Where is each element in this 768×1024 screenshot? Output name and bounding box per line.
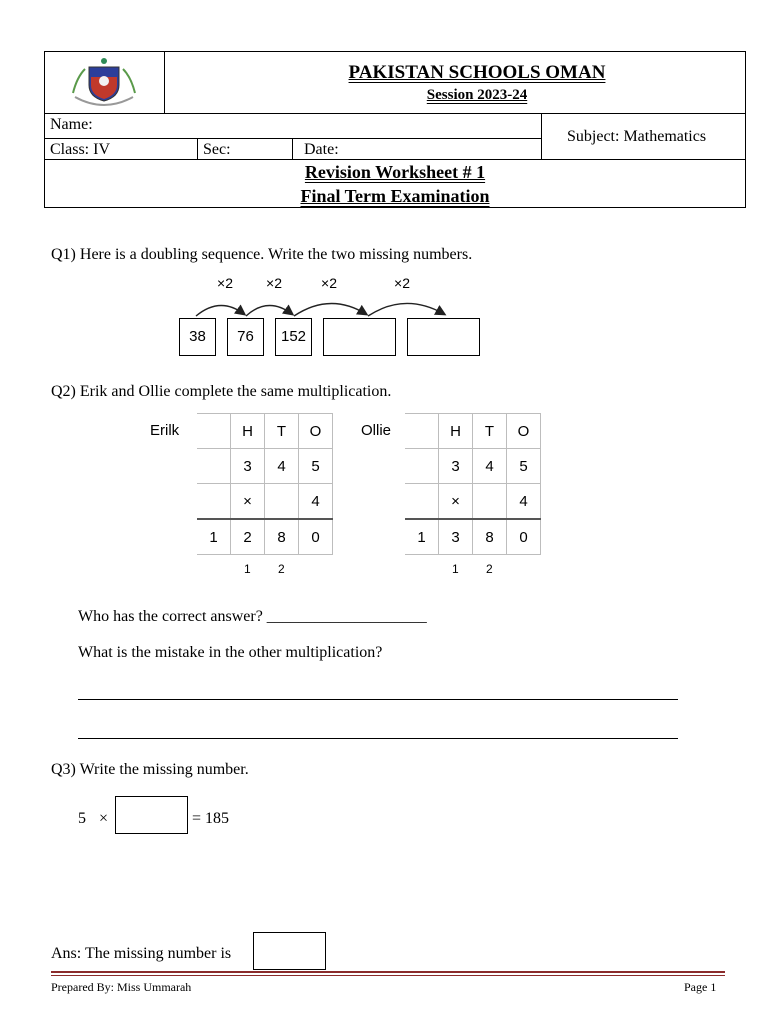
missing-number-box-2[interactable] <box>407 318 480 356</box>
erik-name: Erilk <box>150 422 180 439</box>
name-field-label: Name: <box>50 116 93 133</box>
footer-rule <box>51 971 725 973</box>
ollie-multiplication-grid <box>405 413 541 555</box>
grid-cell: 8 <box>473 519 507 555</box>
multiplier-label: ×2 <box>217 275 233 291</box>
grid-cell <box>405 414 439 449</box>
grid-cell: O <box>507 414 541 449</box>
grid-cell <box>197 484 231 520</box>
grid-cell: 0 <box>299 519 333 555</box>
answer-box[interactable] <box>253 932 326 970</box>
q3-text: Q3) Write the missing number. <box>51 761 249 778</box>
class-label: Class: IV <box>50 141 110 158</box>
times-sign: × <box>99 810 109 827</box>
grid-cell: 5 <box>299 449 333 484</box>
subject-label: Subject: Mathematics <box>567 128 707 145</box>
sequence-box: 152 <box>275 318 312 356</box>
grid-cell: 4 <box>473 449 507 484</box>
erik-multiplication-grid <box>197 413 333 555</box>
grid-cell: 8 <box>265 519 299 555</box>
grid-cell <box>197 414 231 449</box>
grid-cell: 4 <box>507 484 541 520</box>
equation-right: = 185 <box>192 810 230 827</box>
grid-cell: O <box>299 414 333 449</box>
grid-cell: T <box>265 414 299 449</box>
grid-cell: 4 <box>299 484 333 520</box>
q1-text: Q1) Here is a doubling sequence. Write the two missing numbers. <box>51 246 473 263</box>
grid-cell: 0 <box>507 519 541 555</box>
answer-line[interactable] <box>78 699 678 700</box>
ollie-name: Ollie <box>361 422 392 439</box>
school-logo <box>67 55 141 109</box>
grid-cell: 2 <box>231 519 265 555</box>
grid-cell: H <box>439 414 473 449</box>
prepared-by: Prepared By: Miss Ummarah <box>51 980 192 994</box>
multiplier-label: ×2 <box>266 275 282 291</box>
grid-cell: 5 <box>507 449 541 484</box>
multiplier-label: ×2 <box>394 275 410 291</box>
q2-text: Q2) Erik and Ollie complete the same multiplication. <box>51 383 392 400</box>
grid-cell <box>405 449 439 484</box>
answer-label: Ans: The missing number is <box>51 945 232 962</box>
missing-factor-box[interactable] <box>115 796 188 834</box>
grid-cell: × <box>439 484 473 520</box>
multiplier-label: ×2 <box>321 275 337 291</box>
grid-cell: 4 <box>265 449 299 484</box>
page-number: Page 1 <box>684 980 717 994</box>
grid-cell: 3 <box>439 449 473 484</box>
grid-cell: 3 <box>439 519 473 555</box>
sequence-box: 76 <box>227 318 264 356</box>
grid-cell: 1 <box>405 519 439 555</box>
correct-answer-prompt: Who has the correct answer? ____________________ <box>78 608 427 625</box>
date-field-label: Date: <box>304 141 339 158</box>
grid-cell: 1 <box>197 519 231 555</box>
school-name: PAKISTAN SCHOOLS OMAN <box>348 62 606 83</box>
grid-cell <box>265 484 299 520</box>
worksheet-title: Revision Worksheet # 1 <box>304 162 486 182</box>
grid-cell: T <box>473 414 507 449</box>
carry-digit: 2 <box>278 562 285 576</box>
answer-line[interactable] <box>78 738 678 739</box>
carry-digit: 2 <box>486 562 493 576</box>
equation-left: 5 <box>78 810 86 827</box>
sequence-box: 38 <box>179 318 216 356</box>
grid-cell: × <box>231 484 265 520</box>
carry-digit: 1 <box>452 562 459 576</box>
carry-digit: 1 <box>244 562 251 576</box>
session-label: Session 2023-24 <box>426 87 528 103</box>
grid-cell <box>197 449 231 484</box>
exam-title: Final Term Examination <box>300 186 490 206</box>
section-field-label: Sec: <box>203 141 231 158</box>
grid-cell: 3 <box>231 449 265 484</box>
grid-cell: H <box>231 414 265 449</box>
grid-cell <box>405 484 439 520</box>
grid-cell <box>473 484 507 520</box>
missing-number-box-1[interactable] <box>323 318 396 356</box>
mistake-prompt: What is the mistake in the other multiplication? <box>78 644 383 661</box>
header-table <box>44 51 746 208</box>
doubling-arrows <box>180 292 460 320</box>
